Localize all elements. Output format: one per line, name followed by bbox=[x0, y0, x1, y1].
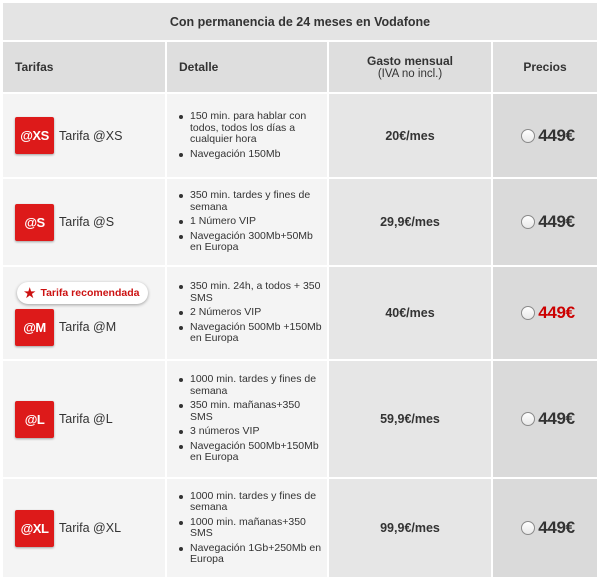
detail-item: Navegación 300Mb+50Mb en Europa bbox=[179, 231, 323, 254]
price-option-m[interactable] bbox=[493, 267, 597, 359]
tarifa-logo-xl: @XL bbox=[15, 510, 54, 547]
detail-cell-xs bbox=[167, 94, 327, 177]
detail-item: 3 números VIP bbox=[179, 426, 323, 438]
gasto-cell-s: 29,9€/mes bbox=[329, 179, 491, 265]
tarifa-cell-s bbox=[3, 179, 165, 265]
gasto-cell-l: 59,9€/mes bbox=[329, 361, 491, 477]
price-option-l[interactable] bbox=[493, 361, 597, 477]
tarifa-logo-m: @M bbox=[15, 309, 54, 346]
tarifa-cell-xs bbox=[3, 94, 165, 177]
detail-item: 350 min. 24h, a todos + 350 SMS bbox=[179, 281, 323, 304]
star-icon: ★ bbox=[23, 284, 37, 302]
detail-cell-s bbox=[167, 179, 327, 265]
price-option-xs[interactable] bbox=[493, 94, 597, 177]
detail-item: 350 min. tardes y fines de semana bbox=[179, 190, 323, 213]
detail-list-m bbox=[179, 278, 323, 348]
price-option-xl[interactable] bbox=[493, 479, 597, 577]
price-radio-xs[interactable] bbox=[521, 129, 535, 143]
gasto-cell-m: 40€/mes bbox=[329, 267, 491, 359]
detail-cell-xl bbox=[167, 479, 327, 577]
header-tarifas: Tarifas bbox=[3, 42, 165, 92]
price-value-m: 449€ bbox=[538, 303, 575, 322]
detail-item: 2 Números VIP bbox=[179, 307, 323, 319]
price-radio-xl[interactable] bbox=[521, 521, 535, 535]
price-value-s: 449€ bbox=[538, 212, 575, 231]
detail-item: Navegación 1Gb+250Mb en Europa bbox=[179, 543, 323, 566]
detail-item: 350 min. mañanas+350 SMS bbox=[179, 400, 323, 423]
header-precios: Precios bbox=[493, 42, 597, 92]
detail-item: 150 min. para hablar con todos, todos los días a cualquier hora bbox=[179, 111, 323, 146]
detail-item: Navegación 150Mb bbox=[179, 149, 323, 161]
detail-list-xs bbox=[179, 108, 323, 163]
price-value-xs: 449€ bbox=[538, 125, 575, 145]
tarifa-name-s: Tarifa @S bbox=[59, 215, 115, 229]
tarifa-name-xl: Tarifa @XL bbox=[59, 521, 122, 535]
detail-item: 1 Número VIP bbox=[179, 216, 323, 228]
tarifa-cell-xl bbox=[3, 479, 165, 577]
detail-item: Navegación 500Mb+150Mb en Europa bbox=[179, 441, 323, 464]
detail-item: 1000 min. tardes y fines de semana bbox=[179, 374, 323, 397]
gasto-cell-xl: 99,9€/mes bbox=[329, 479, 491, 577]
detail-list-s bbox=[179, 187, 323, 257]
gasto-cell-xs: 20€/mes bbox=[329, 94, 491, 177]
detail-list-l bbox=[179, 371, 323, 467]
price-value-l: 449€ bbox=[538, 409, 575, 428]
price-option-s[interactable] bbox=[493, 179, 597, 265]
tarifa-name-xs: Tarifa @XS bbox=[59, 128, 123, 143]
detail-item: Navegación 500Mb +150Mb en Europa bbox=[179, 322, 323, 345]
detail-cell-m bbox=[167, 267, 327, 359]
table-title: Con permanencia de 24 meses en Vodafone bbox=[3, 3, 597, 40]
recommended-badge bbox=[17, 282, 148, 304]
tarifa-name-m: Tarifa @M bbox=[59, 320, 117, 334]
tarifa-name-l: Tarifa @L bbox=[59, 412, 113, 426]
detail-list-xl bbox=[179, 488, 323, 569]
header-detalle: Detalle bbox=[167, 42, 327, 92]
header-gasto bbox=[329, 42, 491, 92]
tarifa-logo-xs: @XS bbox=[15, 117, 54, 154]
price-radio-s[interactable] bbox=[521, 215, 535, 229]
tarifa-cell-m bbox=[3, 267, 165, 359]
tarifa-cell-l bbox=[3, 361, 165, 477]
detail-item: 1000 min. mañanas+350 SMS bbox=[179, 517, 323, 540]
tarifa-logo-s: @S bbox=[15, 204, 54, 241]
tarifa-logo-l: @L bbox=[15, 401, 54, 438]
detail-item: 1000 min. tardes y fines de semana bbox=[179, 491, 323, 514]
tariff-table bbox=[3, 3, 597, 583]
header-gasto-note: (IVA no incl.) bbox=[377, 68, 443, 80]
price-radio-m[interactable] bbox=[521, 306, 535, 320]
price-value-xl: 449€ bbox=[538, 518, 575, 537]
header-gasto-label: Gasto mensual bbox=[366, 54, 454, 68]
price-radio-l[interactable] bbox=[521, 412, 535, 426]
detail-cell-l bbox=[167, 361, 327, 477]
recommended-label: Tarifa recomendada bbox=[40, 287, 140, 299]
